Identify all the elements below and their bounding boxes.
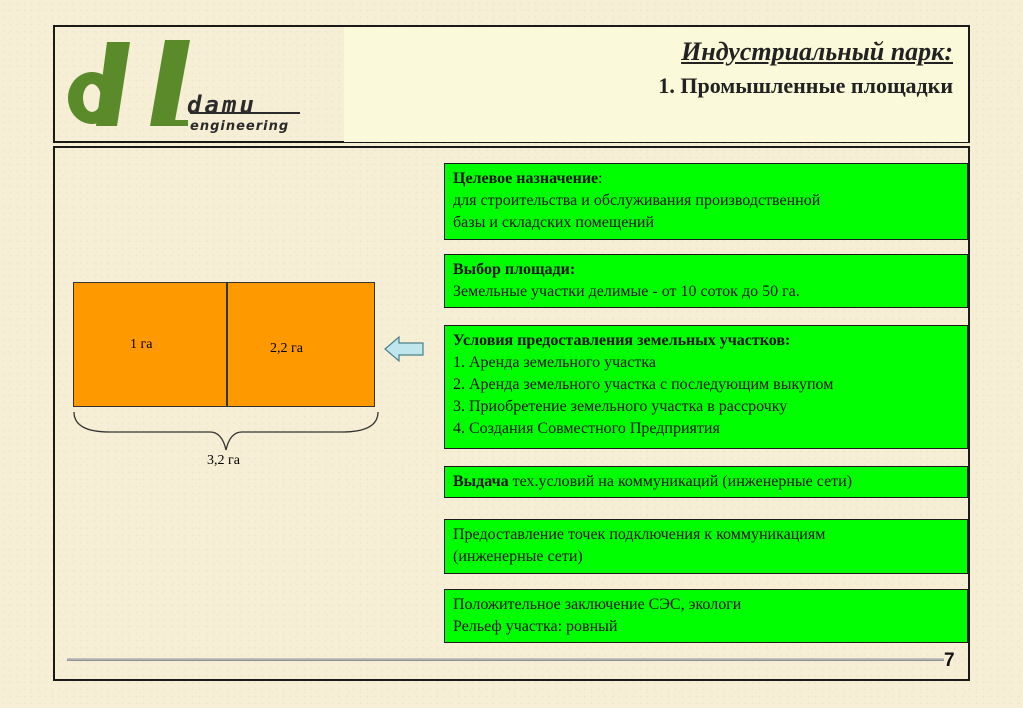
connection-line-2: (инженерные сети)	[453, 548, 583, 565]
conditions-box	[444, 325, 968, 449]
purpose-line-1: для строительства и обслуживания производственной	[453, 192, 821, 209]
plot-divider	[226, 283, 228, 406]
land-plot-diagram	[73, 282, 375, 407]
issuance-text: тех.условий на коммуникаций (инженерные сети)	[508, 473, 853, 490]
total-area-label: 3,2 га	[207, 453, 240, 468]
conditions-item: 4. Создания Совместного Предприятия	[453, 420, 720, 437]
page-subtitle: 1. Промышленные площадки	[658, 73, 953, 98]
curly-brace-icon	[70, 410, 382, 455]
issuance-heading: Выдача	[453, 473, 509, 490]
conditions-item: 1. Аренда земельного участка	[453, 354, 656, 371]
footer-divider	[67, 658, 944, 661]
conclusion-line-2: Рельеф участка: ровный	[453, 618, 618, 635]
area-heading: Выбор площади:	[453, 261, 576, 278]
page-title: Индустриальный парк:	[681, 37, 953, 66]
conditions-heading: Условия предоставления земельных участков:	[453, 332, 791, 349]
conditions-item: 2. Аренда земельного участка с последующим выкупом	[453, 376, 834, 393]
connection-box	[444, 519, 968, 574]
conclusion-box	[444, 589, 968, 643]
conditions-item: 3. Приобретение земельного участка в рассрочку	[453, 398, 788, 415]
connection-line-1: Предоставление точек подключения к коммуникациям	[453, 526, 826, 543]
purpose-colon: :	[598, 170, 603, 187]
purpose-box	[444, 163, 968, 240]
issuance-box	[444, 466, 968, 498]
plot-2-label: 2,2 га	[270, 341, 303, 356]
plot-1-label: 1 га	[130, 337, 153, 352]
purpose-heading: Целевое назначение	[453, 170, 599, 187]
logo-tagline: engineering	[190, 119, 290, 134]
logo-name: damu	[187, 91, 257, 119]
area-box	[444, 254, 968, 308]
conclusion-line-1: Положительное заключение СЭС, экологи	[453, 596, 742, 613]
arrow-left-icon	[383, 335, 425, 363]
purpose-line-2: базы и складских помещений	[453, 214, 655, 231]
page-number: 7	[944, 650, 955, 671]
area-line-1: Земельные участки делимые - от 10 соток до 50 га.	[453, 283, 800, 300]
